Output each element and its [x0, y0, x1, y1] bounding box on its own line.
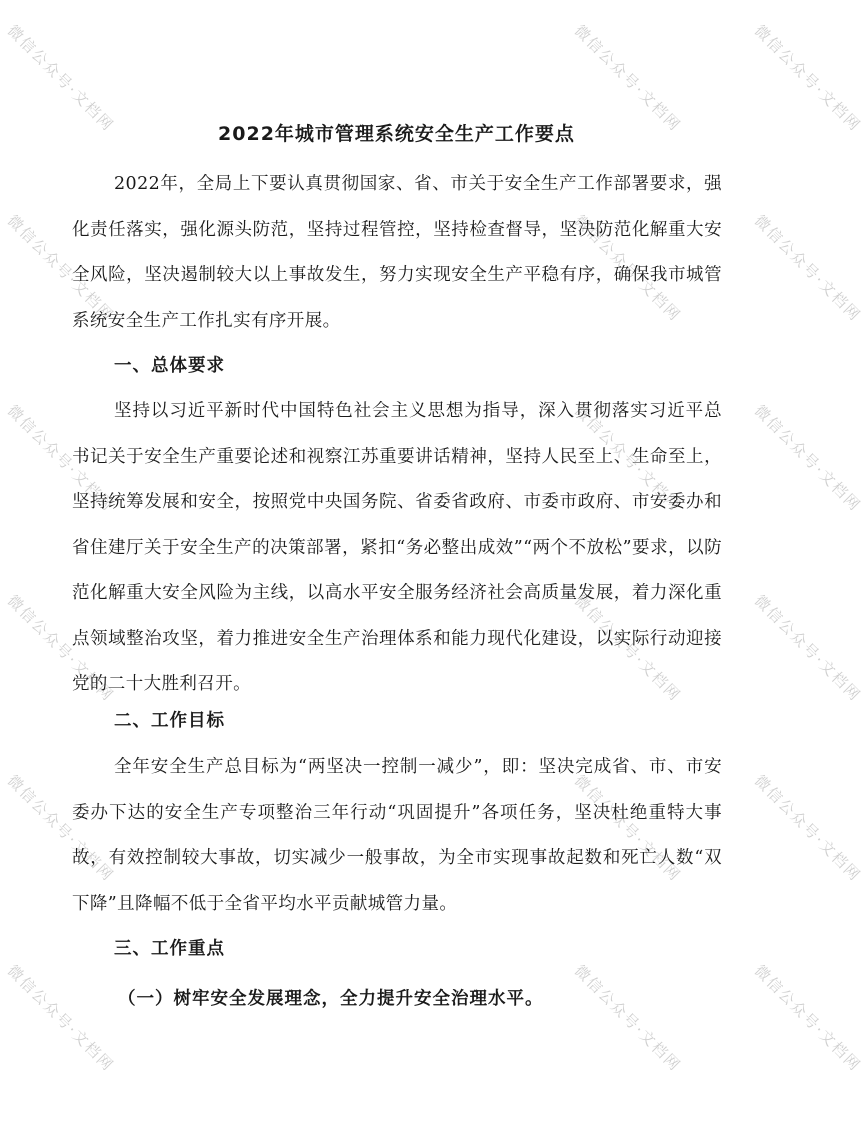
watermark: 微信公众号·文档网: [3, 211, 118, 326]
section-heading-general-requirements: 一、总体要求: [114, 356, 225, 376]
watermark: 微信公众号·文档网: [750, 211, 865, 326]
watermark: 微信公众号·文档网: [570, 211, 685, 326]
work-goals-paragraph: 全年安全生产总目标为“两坚决一控制一减少”，即：坚决完成省、市、市安委办下达的安全生产专项整治三年行动“巩固提升”各项任务，坚决杜绝重特大事故，有效控制较大事故，切实减少一般事故，为全市实现事故起数和死亡人数“双下降”且降幅不低于全省平均水平贡献城管力量。: [72, 757, 722, 914]
watermark: 微信公众号·文档网: [750, 771, 865, 886]
watermark: 微信公众号·文档网: [3, 591, 118, 706]
watermark: 微信公众号·文档网: [570, 591, 685, 706]
watermark: 微信公众号·文档网: [3, 401, 118, 516]
watermark: 微信公众号·文档网: [750, 401, 865, 516]
section-heading-work-goals: 二、工作目标: [114, 711, 225, 731]
watermark: 微信公众号·文档网: [570, 771, 685, 886]
watermark: 微信公众号·文档网: [570, 21, 685, 136]
watermark: 微信公众号·文档网: [3, 771, 118, 886]
watermark: 微信公众号·文档网: [750, 21, 865, 136]
watermark: 微信公众号·文档网: [570, 401, 685, 516]
section-heading-work-priorities: 三、工作重点: [114, 939, 225, 959]
subsection-heading-1: （一）树牢安全发展理念，全力提升安全治理水平。: [118, 989, 544, 1009]
watermark: 微信公众号·文档网: [3, 21, 118, 136]
watermark: 微信公众号·文档网: [3, 961, 118, 1076]
watermark: 微信公众号·文档网: [570, 961, 685, 1076]
document-title: 2022年城市管理系统安全生产工作要点: [218, 123, 575, 145]
intro-paragraph: 2022年，全局上下要认真贯彻国家、省、市关于安全生产工作部署要求，强化责任落实，强化源头防范，坚持过程管控，坚持检查督导，坚决防范化解重大安全风险，坚决遏制较大以上事故发生，努力实现安全生产平稳有序，确保我市城管系统安全生产工作扎实有序开展。: [72, 174, 722, 331]
watermark: 微信公众号·文档网: [750, 591, 865, 706]
general-requirements-paragraph: 坚持以习近平新时代中国特色社会主义思想为指导，深入贯彻落实习近平总书记关于安全生产重要论述和视察江苏重要讲话精神，坚持人民至上、生命至上，坚持统筹发展和安全，按照党中央国务院、省委省政府、市委市政府、市安委办和省住建厅关于安全生产的决策部署，紧扣“务必整出成效”“两个不放松”要求，以防范化解重大安全风险为主线，以高水平安全服务经济社会高质量发展，着力深化重点领域整治攻坚，着力推进安全生产治理体系和能力现代化建设，以实际行动迎接党的二十大胜利召开。: [72, 401, 722, 694]
watermark: 微信公众号·文档网: [750, 961, 865, 1076]
